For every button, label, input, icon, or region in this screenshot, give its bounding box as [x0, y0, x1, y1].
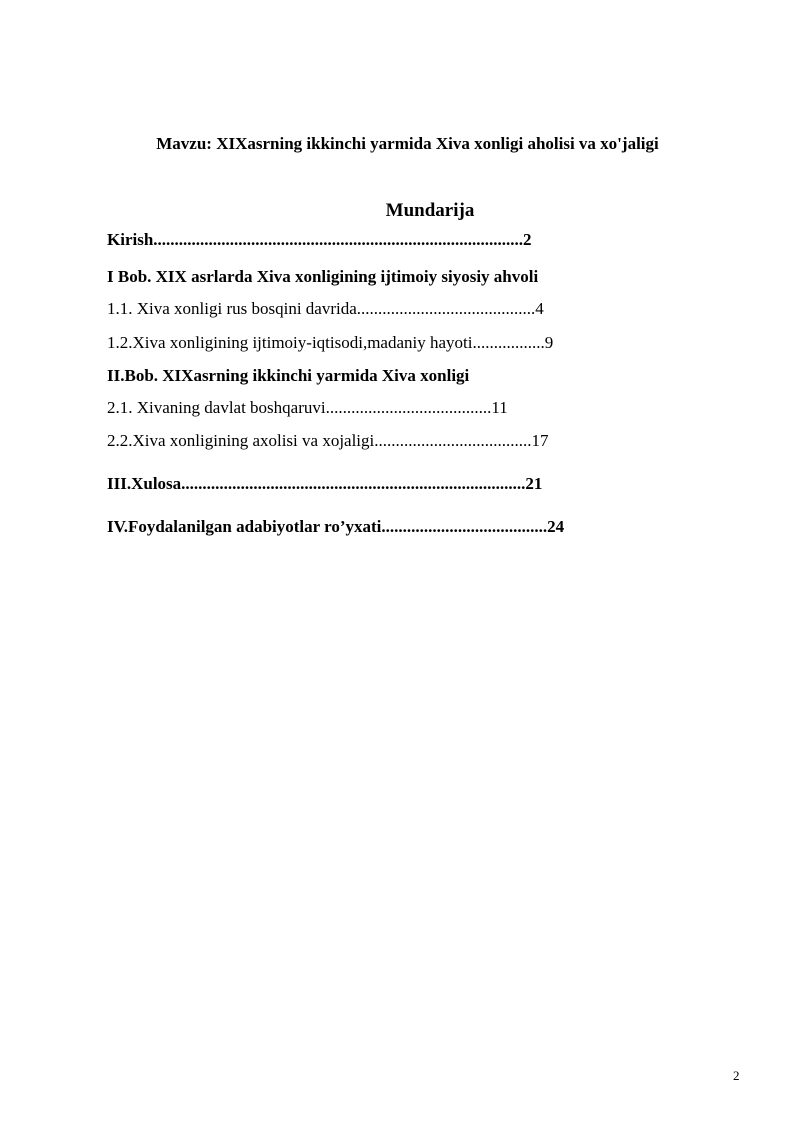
page-number: 2 [733, 1068, 740, 1083]
toc-entry-2-1: 2.1. Xivaning davlat boshqaruvi.......................................11 [107, 398, 508, 417]
contents-heading: Mundarija [385, 200, 475, 221]
toc-chapter-1-heading: I Bob. XIX asrlarda Xiva xonligining ijtimoiy siyosiy ahvoli [107, 267, 539, 286]
toc-entry-1-2: 1.2.Xiva xonligining ijtimoiy-iqtisodi,madaniy hayoti.................9 [107, 333, 554, 352]
toc-chapter-2-heading: II.Bob. XIXasrning ikkinchi yarmida Xiva xonligi [107, 366, 470, 385]
toc-entry-conclusion: III.Xulosa.................................................................................21 [107, 474, 543, 493]
toc-entry-2-2: 2.2.Xiva xonligining axolisi va xojaligi.....................................17 [107, 431, 549, 450]
toc-entry-1-1: 1.1. Xiva xonligi rus bosqini davrida..........................................4 [107, 299, 544, 318]
toc-entry-introduction: Kirish.......................................................................................2 [107, 230, 532, 249]
document-topic: Mavzu: XIXasrning ikkinchi yarmida Xiva xonligi aholisi va xo'jaligi [156, 134, 659, 153]
toc-entry-references: IV.Foydalanilgan adabiyotlar ro’yxati.......................................24 [107, 517, 565, 536]
